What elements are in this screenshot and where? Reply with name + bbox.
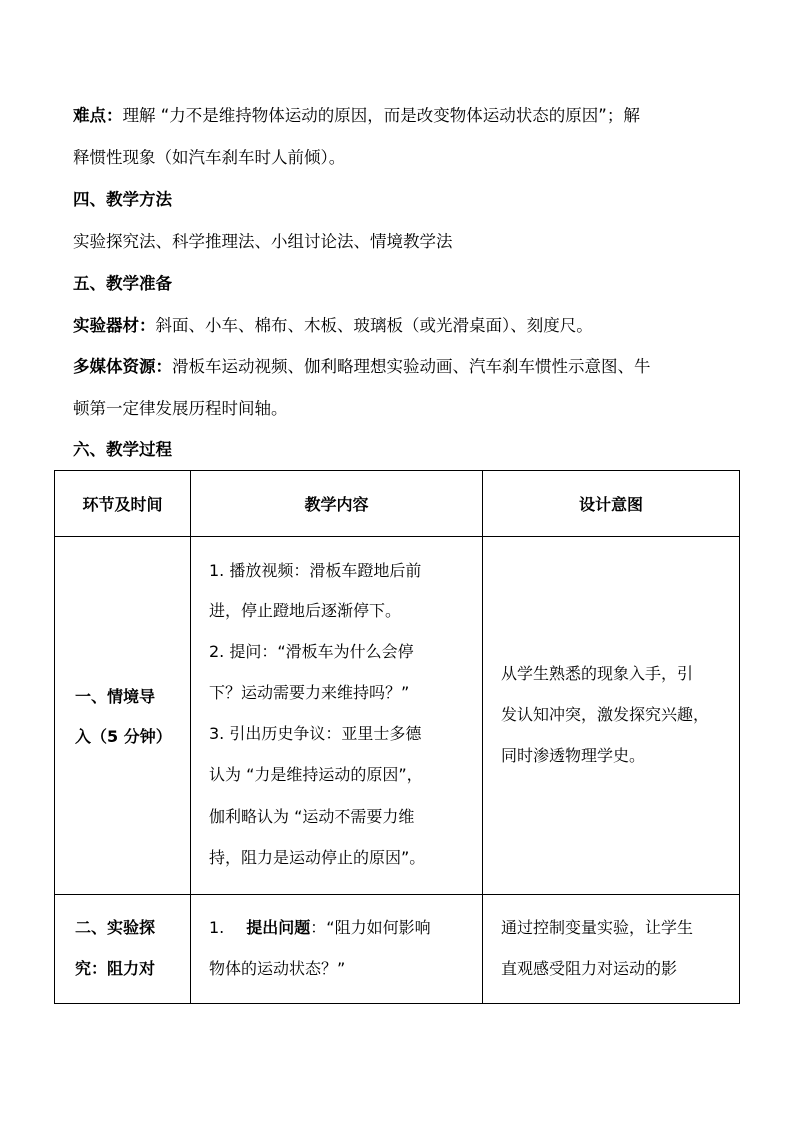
- header-stage: 环节及时间: [55, 471, 191, 537]
- row1-content-line: 下？运动需要力来维持吗？”: [209, 683, 410, 702]
- teaching-process-table: [54, 470, 740, 1004]
- row1-content-line: 2. 提问：“滑板车为什么会停: [209, 642, 414, 661]
- media-label: 多媒体资源: [73, 357, 156, 376]
- row1-intent-line: 从学生熟悉的现象入手，引: [501, 664, 694, 683]
- row1-content-line: 1. 播放视频：滑板车蹬地后前: [209, 561, 422, 580]
- row2-content-rest: ：“阻力如何影响: [310, 918, 431, 937]
- row2-content-num: 1.: [209, 918, 225, 937]
- colon: ：: [155, 357, 172, 376]
- difficulty-text-1: 理解 “力不是维持物体运动的原因，而是改变物体运动状态的原因”；解: [122, 106, 640, 125]
- row2-content-bold: 提出问题: [246, 918, 311, 937]
- equipment-label: 实验器材: [73, 316, 139, 335]
- table-row: [55, 895, 740, 1004]
- media-line-1: [73, 357, 651, 377]
- row1-stage-line-1: 一、情境导: [75, 687, 156, 706]
- row1-content-line: 进，停止蹬地后逐渐停下。: [209, 601, 402, 620]
- difficulty-label: 难点: [73, 106, 106, 125]
- row1-content-line: 3. 引出历史争议：亚里士多德: [209, 724, 422, 743]
- row1-content-line: 持，阻力是运动停止的原因”。: [209, 848, 426, 867]
- section6-heading: 六、教学过程: [73, 440, 172, 459]
- row1-intent-cell: [483, 537, 740, 895]
- equipment-line: [73, 316, 593, 336]
- row1-content-line: 伽利略认为 “运动不需要力维: [209, 807, 415, 826]
- row2-stage-line-1: 二、实验探: [75, 918, 156, 937]
- difficulty-line-1: [73, 106, 640, 126]
- row1-intent-line: 同时渗透物理学史。: [501, 746, 646, 765]
- row1-content-line: 认为 “力是维持运动的原因”，: [209, 765, 423, 784]
- media-text-1: 滑板车运动视频、伽利略理想实验动画、汽车刹车惯性示意图、牛: [172, 357, 651, 376]
- row2-content-cell: [191, 895, 483, 1004]
- section4-text: 实验探究法、科学推理法、小组讨论法、情境教学法: [73, 232, 453, 251]
- row1-intent-line: 发认知冲突，激发探究兴趣，: [501, 705, 710, 724]
- row2-stage-cell: [55, 895, 191, 1004]
- row2-stage-line-2: 究：阻力对: [75, 959, 156, 978]
- row2-content-line-1: [209, 918, 431, 938]
- colon: ：: [139, 316, 156, 335]
- row2-intent-line: 通过控制变量实验，让学生: [501, 918, 694, 937]
- section4-heading: 四、教学方法: [73, 190, 172, 209]
- row1-stage-cell: [55, 537, 191, 895]
- table-header-row: [55, 471, 740, 537]
- header-content: 教学内容: [191, 471, 483, 537]
- colon: ：: [106, 106, 123, 125]
- media-text-2: 顿第一定律发展历程时间轴。: [73, 399, 288, 418]
- equipment-text: 斜面、小车、棉布、木板、玻璃板（或光滑桌面）、刻度尺。: [155, 316, 593, 335]
- table-row: [55, 537, 740, 895]
- row2-intent-line: 直观感受阻力对运动的影: [501, 959, 678, 978]
- row1-content-cell: [191, 537, 483, 895]
- row2-content-line-2: 物体的运动状态？”: [209, 959, 346, 978]
- row2-intent-cell: [483, 895, 740, 1004]
- header-intent: 设计意图: [483, 471, 740, 537]
- difficulty-text-2: 释惯性现象（如汽车刹车时人前倾）。: [73, 148, 346, 167]
- row1-stage-line-2: 入（5 分钟）: [75, 727, 172, 746]
- section5-heading: 五、教学准备: [73, 274, 172, 293]
